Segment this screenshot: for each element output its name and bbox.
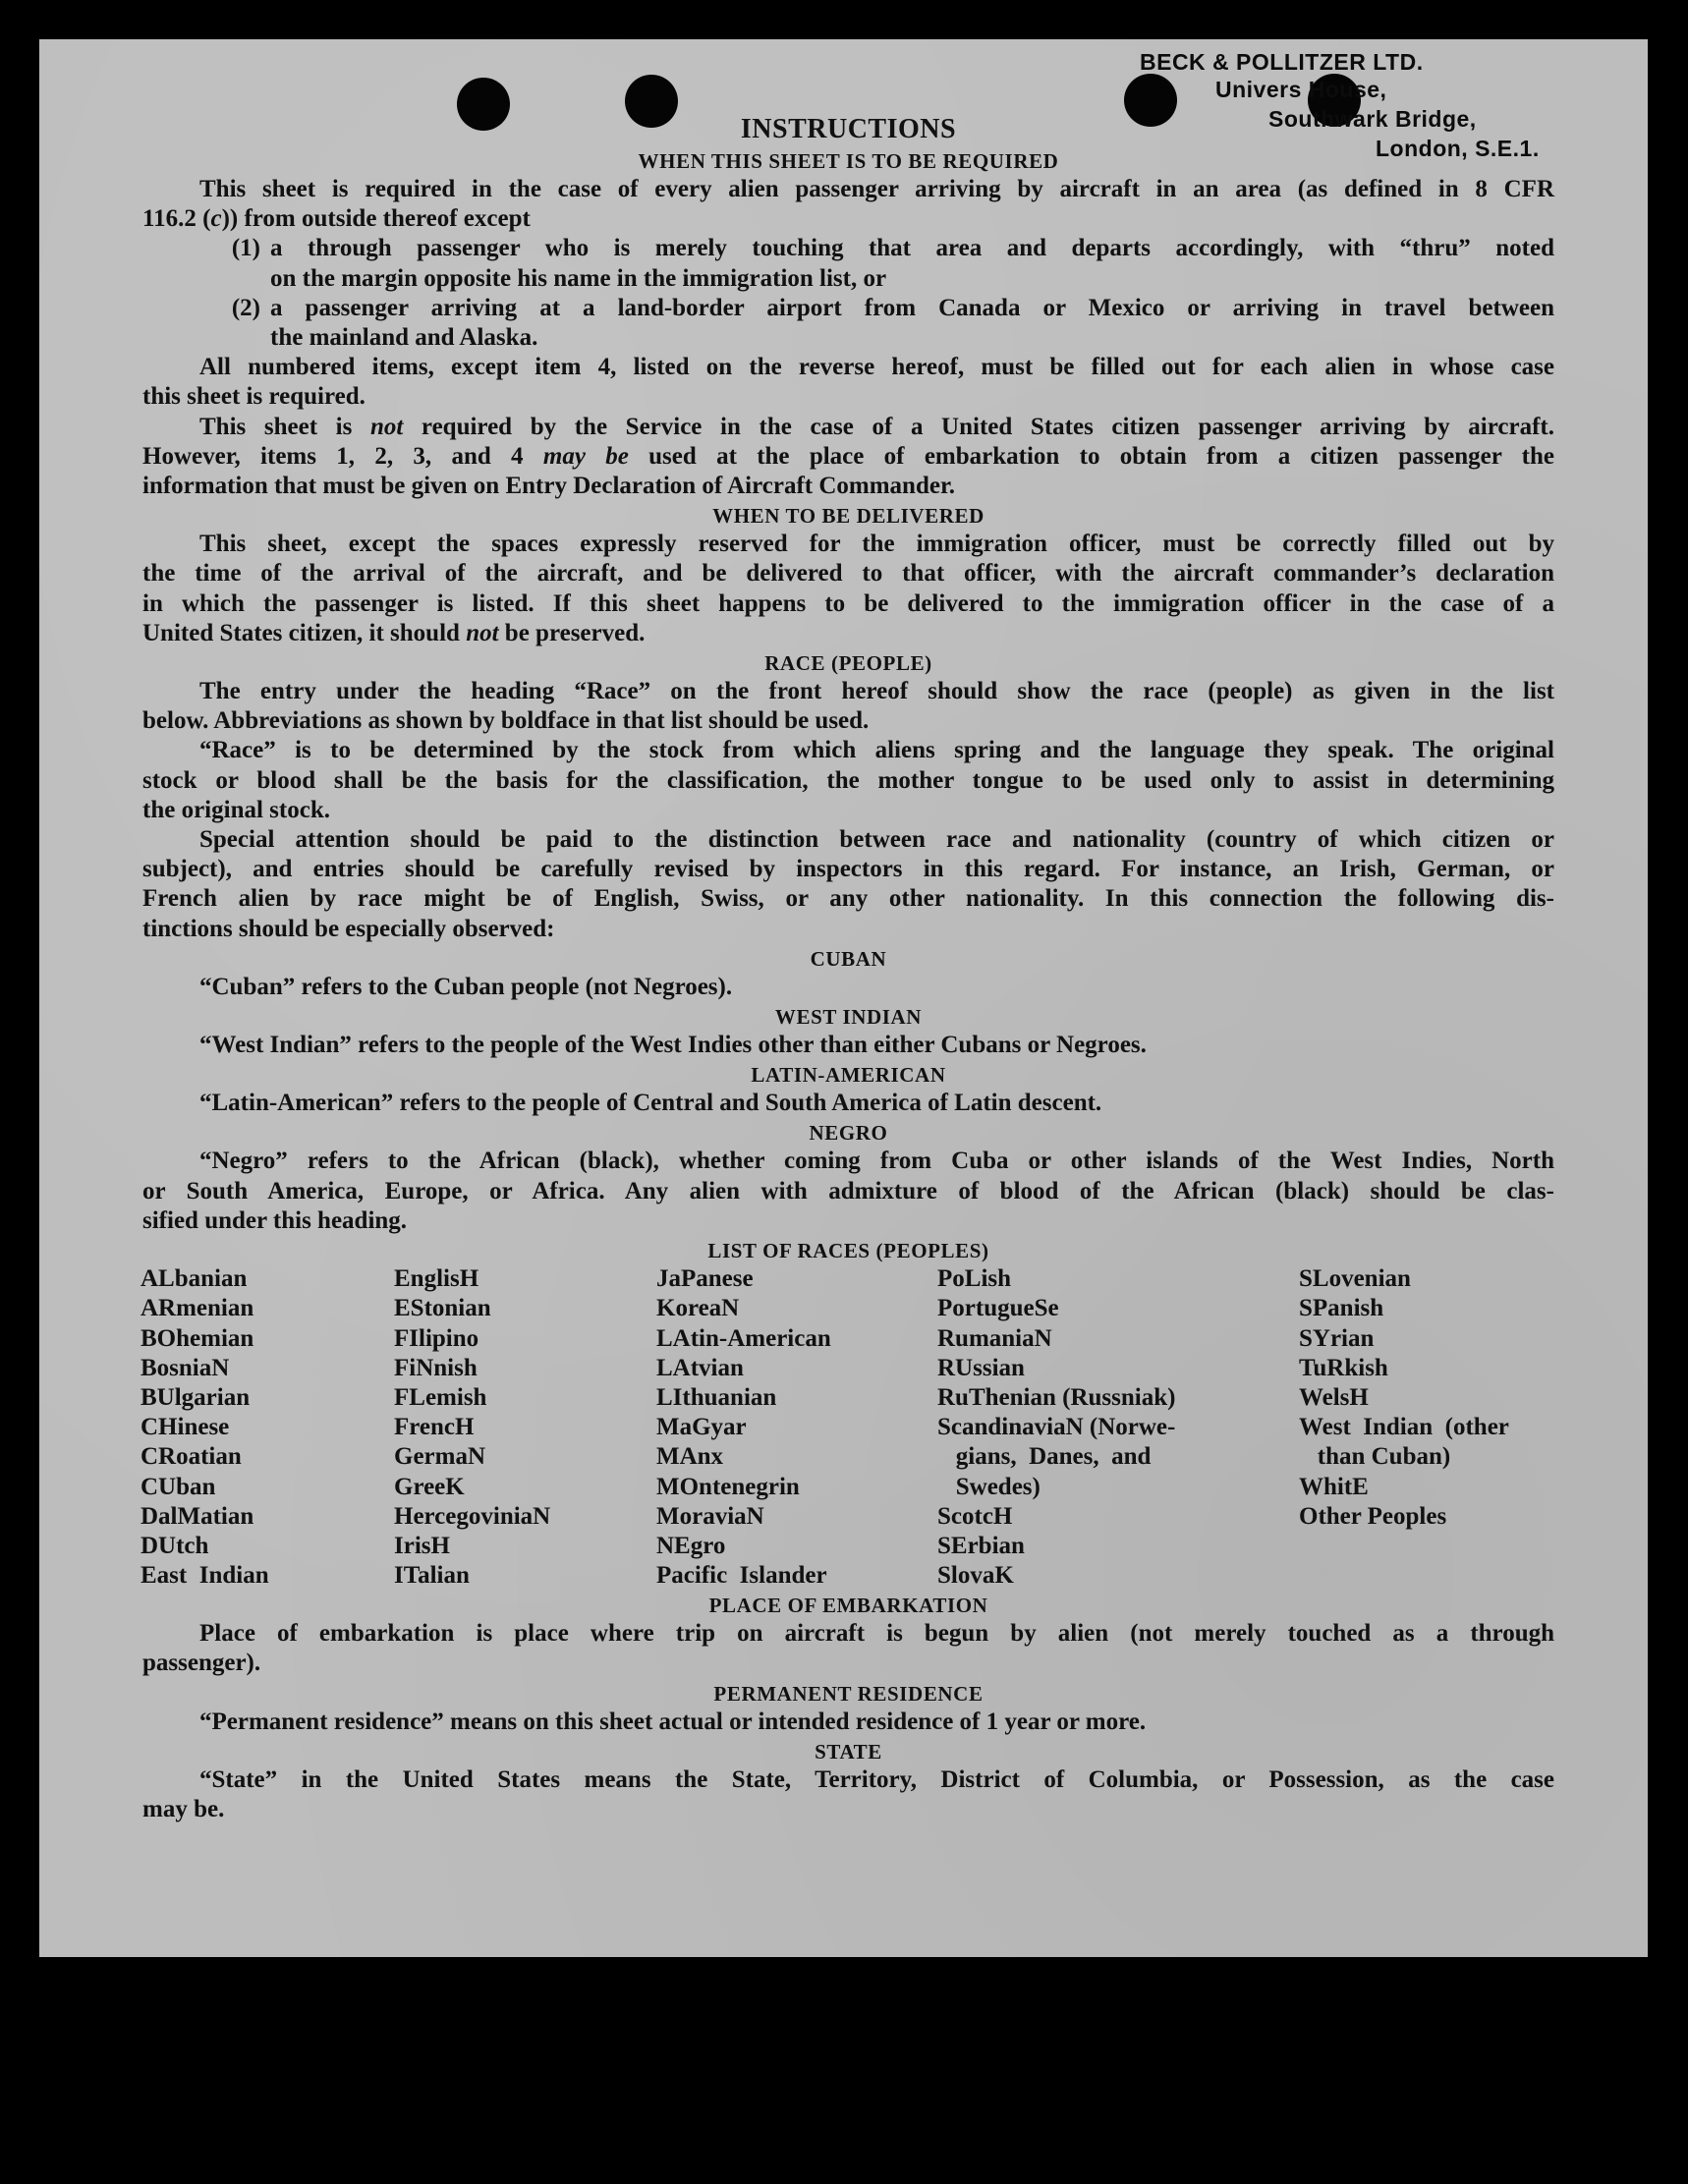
stamp-line: Southwark Bridge, <box>1268 106 1477 132</box>
text-line: a through passenger who is merely touching that area and departs accordingly, with “thru” noted <box>270 235 1554 262</box>
paragraph <box>142 973 1554 1002</box>
race-entry: Other Peoples <box>1299 1502 1447 1530</box>
text-line: This sheet is required in the case of every alien passenger arriving by aircraft in an area (as defined in 8 CFR <box>199 176 1554 202</box>
text-line: information that must be given on Entry Declaration of Aircraft Commander. <box>142 473 956 500</box>
text-line: passenger). <box>142 1650 261 1677</box>
paragraph <box>142 825 1554 944</box>
text-line: This sheet, except the spaces expressly reserved for the immigration officer, must be correctly filled out by <box>199 531 1554 558</box>
race-entry: ScandinaviaN (Norwe- <box>937 1414 1176 1441</box>
race-entry: FrencH <box>394 1414 475 1441</box>
race-entry: ARmenian <box>141 1295 254 1322</box>
race-entry: Pacific Islander <box>656 1562 827 1590</box>
paragraph <box>142 677 1554 736</box>
section-heading: LATIN-AMERICAN <box>751 1063 946 1088</box>
race-column <box>937 1264 1175 1591</box>
paragraph <box>142 1031 1554 1060</box>
race-entry: KoreaN <box>656 1295 740 1322</box>
section-heading: NEGRO <box>809 1121 888 1146</box>
race-entry: DalMatian <box>141 1502 254 1530</box>
race-entry: HercegoviniaN <box>394 1502 551 1530</box>
italic-text: may be <box>542 442 629 470</box>
race-entry: East Indian <box>141 1562 269 1590</box>
list-item <box>142 234 1554 293</box>
text-line: “Latin-American” refers to the people of Central and South America of Latin descent. <box>199 1090 1102 1117</box>
race-entry: CUban <box>141 1473 216 1500</box>
text-line: the mainland and Alaska. <box>270 324 538 352</box>
race-entry: GermaN <box>394 1443 486 1471</box>
text-line: this sheet is required. <box>142 383 366 411</box>
text-line: “Negro” refers to the African (black), whether coming from Cuba or other islands of the West Indies, North <box>199 1148 1554 1175</box>
italic-text: not <box>466 619 499 646</box>
text-line: subject), and entries should be carefully revised by inspectors in this regard. For instance, an Irish, German, or <box>142 856 1554 883</box>
race-entry: JaPanese <box>656 1265 754 1293</box>
race-entry: WhitE <box>1299 1473 1369 1500</box>
race-entry: LAtin-American <box>656 1324 831 1352</box>
list-number: (2) <box>231 294 260 321</box>
instructions-text <box>142 113 1554 1824</box>
section-heading: WHEN TO BE DELIVERED <box>712 504 985 529</box>
text-line: tinctions should be especially observed: <box>142 915 555 942</box>
section-heading: STATE <box>815 1739 882 1764</box>
race-entry: PortugueSe <box>937 1295 1059 1322</box>
paragraph <box>142 1765 1554 1824</box>
race-entry: CRoatian <box>141 1443 242 1471</box>
paragraph <box>142 530 1554 648</box>
race-entry: NEgro <box>656 1532 726 1559</box>
section-heading: RACE (PEOPLE) <box>764 651 932 676</box>
text-line: “State” in the United States means the State, Territory, District of Columbia, or Possession, as the case <box>199 1765 1554 1793</box>
section-heading: WHEN THIS SHEET IS TO BE REQUIRED <box>638 149 1059 173</box>
text-line: stock or blood shall be the basis for the classification, the mother tongue to be used only to assist in determining <box>142 766 1554 794</box>
race-entry: ScotcH <box>937 1502 1013 1530</box>
race-column <box>141 1264 269 1591</box>
race-entry: SlovaK <box>937 1562 1014 1590</box>
text-line: “Permanent residence” means on this sheet actual or intended residence of 1 year or more. <box>199 1708 1147 1735</box>
race-entry: EStonian <box>394 1295 491 1322</box>
race-entry: SLovenian <box>1299 1265 1411 1293</box>
race-entry: EnglisH <box>394 1265 479 1293</box>
text-line: a passenger arriving at a land-border airport from Canada or Mexico or arriving in travel between <box>270 294 1554 321</box>
race-entry: IrisH <box>394 1532 450 1559</box>
text-line: “Cuban” refers to the Cuban people (not Negroes). <box>199 973 733 1000</box>
paragraph <box>142 175 1554 234</box>
race-entry: RUssian <box>937 1354 1025 1381</box>
race-entry: MaGyar <box>656 1414 747 1441</box>
italic-text: c <box>210 205 222 233</box>
text-line: 116.2 (c)) from outside thereof except <box>142 205 531 233</box>
race-entry: FIlipino <box>394 1324 479 1352</box>
text-line: the original stock. <box>142 796 330 823</box>
text-line: Place of embarkation is place where trip on aircraft is begun by alien (not merely touched as a through <box>199 1620 1554 1648</box>
text-line: Special attention should be paid to the distinction between race and nationality (country of which citizen or <box>199 826 1554 854</box>
text-line: may be. <box>142 1795 225 1822</box>
race-entry: FiNnish <box>394 1354 478 1381</box>
text-line: below. Abbreviations as shown by boldface in that list should be used. <box>142 707 870 735</box>
race-entry: Swedes) <box>937 1473 1041 1500</box>
list-item-text <box>270 294 1554 353</box>
race-entry: than Cuban) <box>1299 1443 1451 1471</box>
race-entry: SErbian <box>937 1532 1025 1559</box>
race-entry: RuThenian (Russniak) <box>937 1383 1176 1411</box>
paragraph <box>142 413 1554 502</box>
race-entry: LAtvian <box>656 1354 744 1381</box>
race-entry: TuRkish <box>1299 1354 1388 1381</box>
race-entry: West Indian (other <box>1299 1414 1509 1441</box>
paragraph <box>142 1619 1554 1678</box>
race-entry: CHinese <box>141 1414 230 1441</box>
race-entry: PoLish <box>937 1265 1012 1293</box>
document-page <box>39 39 1648 1957</box>
race-entry: ITalian <box>394 1562 470 1590</box>
section-heading: PERMANENT RESIDENCE <box>713 1681 984 1706</box>
race-list <box>142 1264 1554 1591</box>
text-line: This sheet is not required by the Service in the case of a United States citizen passenger arriving by aircraft. <box>199 413 1554 440</box>
race-column <box>394 1264 550 1591</box>
stamp-line: BECK & POLLITZER LTD. <box>1140 49 1424 75</box>
text-line: “Race” is to be determined by the stock from which aliens spring and the language they speak. The original <box>199 737 1554 764</box>
race-entry: LIthuanian <box>656 1383 777 1411</box>
race-entry: BOhemian <box>141 1324 254 1352</box>
paragraph <box>142 1708 1554 1737</box>
race-entry: BosniaN <box>141 1354 230 1381</box>
page-title: INSTRUCTIONS <box>740 114 957 144</box>
text-line: However, items 1, 2, 3, and 4 may be used at the place of embarkation to obtain from a citizen passenger the <box>142 442 1554 470</box>
race-column <box>656 1264 831 1591</box>
text-line: in which the passenger is listed. If this sheet happens to be delivered to the immigration officer in the case of a <box>142 589 1554 617</box>
stamp-line: Univers House, <box>1215 77 1387 102</box>
text-line: the time of the arrival of the aircraft, and be delivered to that officer, with the aircraft commander’s declaration <box>142 560 1554 588</box>
list-item <box>142 294 1554 353</box>
text-line: All numbered items, except item 4, listed on the reverse hereof, must be filled out for each alien in whose case <box>199 354 1554 381</box>
text-line: French alien by race might be of English, Swiss, or any other nationality. In this connection the following dis- <box>142 885 1554 913</box>
list-item-text <box>270 234 1554 293</box>
section-heading: LIST OF RACES (PEOPLES) <box>707 1239 989 1263</box>
paragraph <box>142 1147 1554 1236</box>
race-entry: MAnx <box>656 1443 724 1471</box>
list-number: (1) <box>231 235 260 262</box>
race-entry: WelsH <box>1299 1383 1369 1411</box>
race-entry: ALbanian <box>141 1265 248 1293</box>
race-entry: SYrian <box>1299 1324 1375 1352</box>
text-line: sified under this heading. <box>142 1206 408 1234</box>
section-heading: CUBAN <box>810 946 887 971</box>
section-heading: WEST INDIAN <box>774 1005 923 1030</box>
race-column <box>1299 1264 1509 1532</box>
paragraph <box>142 353 1554 412</box>
race-entry: BUlgarian <box>141 1383 251 1411</box>
text-line: United States citizen, it should not be preserved. <box>142 619 646 646</box>
race-entry: GreeK <box>394 1473 465 1500</box>
text-line: on the margin opposite his name in the immigration list, or <box>270 264 887 292</box>
section-heading: PLACE OF EMBARKATION <box>708 1594 988 1618</box>
text-line: “West Indian” refers to the people of the West Indies other than either Cubans or Negroes. <box>199 1032 1147 1059</box>
race-entry: RumaniaN <box>937 1324 1052 1352</box>
race-entry: gians, Danes, and <box>937 1443 1152 1471</box>
italic-text: not <box>369 413 404 440</box>
text-line: or South America, Europe, or Africa. Any alien with admixture of blood of the African (black) should be clas- <box>142 1177 1554 1204</box>
race-entry: MOntenegrin <box>656 1473 800 1500</box>
stamp-line: London, S.E.1. <box>1376 136 1540 161</box>
race-entry: SPanish <box>1299 1295 1384 1322</box>
race-entry: MoraviaN <box>656 1502 764 1530</box>
race-entry: DUtch <box>141 1532 209 1559</box>
text-line: The entry under the heading “Race” on the front hereof should show the race (people) as given in the list <box>199 678 1554 705</box>
race-entry: FLemish <box>394 1383 487 1411</box>
paragraph <box>142 736 1554 825</box>
paragraph <box>142 1089 1554 1118</box>
